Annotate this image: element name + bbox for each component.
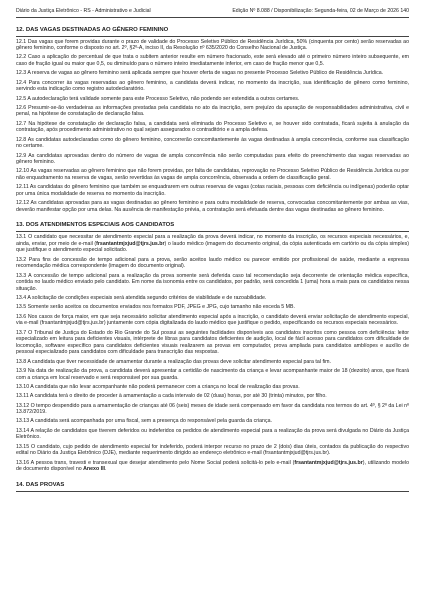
section-12-paragraph: 12.4 Para concorrer às vagas reservadas ao gênero feminino, a candidata deverá indicar, no momento da inscrição, sua identificação de gênero como feminino, servindo esta indicação como registro autodeclaratório. bbox=[16, 79, 409, 93]
section-12-paragraph: 12.8 As candidatas autodeclaradas como do gênero feminino, concorrerão concomitantemente às vagas destinadas à ampla concorrência, conforme sua classificação no certame. bbox=[16, 136, 409, 150]
paragraph-13-1: 13.1 O candidato que necessitar de atendimento especial para a realização da prova deverá indicar, no momento da inscrição, os recursos especiais necessários, e, ainda, enviar, por meio de e-mail (frsantantmjxjud@tjrs.jus.br) o laudo médico (imagem do documento original, da cópia autenticada em cartório ou da cópia simples) que justifique o atendimento especial solicitado. bbox=[16, 234, 409, 254]
section-13-paragraph: 13.13 A candidata será acompanhada por uma fiscal, sem a presença do responsável pela guarda da criança. bbox=[16, 418, 272, 425]
section-12-title: 12. DAS VAGAS DESTINADAS AO GÊNERO FEMININO bbox=[16, 27, 409, 37]
section-13-paragraph: 13.3 A concessão de tempo adicional para a realização da prova somente será deferida caso tal recomendação seja decorrente de orientação médica específica, contida no laudo médico enviado pelo candidato. Em nome da isonomia entre os candidatos, por padrão, será concedida 1 (uma) hora a mais para os candidatos nessa situação. bbox=[16, 272, 409, 292]
header-edition-info: Edição Nº 8.088 / Disponibilização: Segunda-feira, 02 de Março de 2026 140 bbox=[232, 8, 409, 14]
section-13-paragraph: 13.15 O candidato, cujo pedido de atendimento especial for indeferido, poderá interpor recurso no prazo de 2 (dois) dias úteis, contados da publicação do respectivo edital no Diário da Justiça Eletrônico (DJE), mediante requerimento dirigido ao endereço eletrônico e-mail (frsantantmjxjud@tjrs.jus.br). bbox=[16, 443, 409, 457]
section-12-body bbox=[16, 39, 409, 214]
section-13-paragraph: 13.5 Somente serão aceitos os documentos enviados nos formatos PDF, JPEG e JPG, cujo tamanho não exceda 5 MB. bbox=[16, 304, 295, 311]
page-header bbox=[16, 8, 409, 18]
section-12-paragraph: 12.9 As candidatas aprovadas dentro do número de vagas de ampla concorrência não serão computadas para efeito do preenchimento das vagas reservadas ao gênero feminino. bbox=[16, 152, 409, 166]
email-link[interactable]: frsantantmjxjud@tjrs.jus.br bbox=[96, 240, 165, 247]
section-13-paragraph: 13.10 A candidata que não levar acompanhante não poderá permanecer com a criança no local de realização das provas. bbox=[16, 383, 300, 390]
section-12-paragraph: 12.6 Presumir-se-ão verdadeiras as informações prestadas pela candidata no ato da inscrição, sem prejuízo da apuração de responsabilidades administrativa, civil e penal, na hipótese de constatação de declaração falsa. bbox=[16, 104, 409, 118]
section-13-paragraph: 13.9 Na data de realização da prova, a candidata deverá apresentar a certidão de nascimento da criança e levar acompanhante maior de 18 (dezoito) anos, que ficará com a criança em local reservado e será responsável por sua guarda. bbox=[16, 367, 409, 381]
section-13-paragraph: 13.2 Para fins de concessão de tempo adicional para a prova, serão aceitos laudo médico ou parecer emitido por profissional de saúde, mediante a expressa recomendação médica correspondente (imagem do documento original). bbox=[16, 256, 409, 270]
section-12-paragraph: 12.1 Das vagas que forem providas durante o prazo de validade do Processo Seletivo Público de Residência Jurídica, 50% (cinquenta por cento) serão reservadas ao gênero feminino, conforme o disposto no art. 2º, §2º-A, inciso II, da Resolução nº 635/2020 do Conselho Nacional de Justiça. bbox=[16, 38, 409, 52]
section-12-paragraph: 12.10 As vagas reservadas ao gênero feminino que não forem providas, por falta de candidatas, reprovação no Processo Seletivo Público de Residência Jurídica ou por não enquadramento na reserva de vagas, serão revertidas às vagas de ampla concorrência, observada a ordem de classificação geral. bbox=[16, 168, 409, 181]
section-13-body bbox=[16, 257, 409, 457]
paragraph-13-16: 13.16 A pessoa trans, travesti e transexual que desejar atendimento pelo Nome Social poderá solicitá-lo pelo e-mail (frsantantmjxjud@tjrs.jus.br), utilizando modelo de documento disponível no Anexo III. bbox=[16, 459, 410, 473]
section-12-paragraph: 12.7 Na hipótese de constatação de declaração falsa, a candidata será eliminada do Processo Seletivo e, se houver sido contratada, ficará sujeita à anulação da contratação, após procedimento administrativo no qual sejam assegurados o contraditório e a ampla defesa. bbox=[16, 120, 409, 134]
section-12-paragraph: 12.12 As candidatas aprovadas para as vagas destinadas ao gênero feminino e para outra modalidade de reserva, convocadas concomitantemente por ambas as vias, deverão manifestar opção por uma delas. Na ausência de manifestação prévia, a contratação será efetuada dentre das vagas destinadas ao gênero feminino. bbox=[16, 200, 409, 213]
section-12-paragraph: 12.11 As candidatas do gênero feminino que também se enquadrarem em outras reservas de vagas (cotas raciais, pessoas com deficiência ou indígenas) poderão optar por uma única modalidade de reserva no momento da inscrição. bbox=[16, 184, 409, 197]
section-13-paragraph: 13.14 A relação de candidatos que tiverem deferidos ou indeferidos os pedidos de atendimento especial para a realização da prova será divulgada no Diário da Justiça Eletrônico. bbox=[16, 427, 409, 441]
section-13-paragraph: 13.12 O tempo despendido para a amamentação de crianças até 06 (seis) meses de idade será compensado em favor da candidata nos termos do art. 4º, § 2º da Lei nº 13.872/2019. bbox=[16, 402, 409, 416]
header-journal-title: Diário da Justiça Eletrônico - RS - Administrativo e Judicial bbox=[16, 8, 151, 14]
section-13-paragraph: 13.4 A solicitação de condições especiais será atendida segundo critérios de viabilidade e de razoabilidade. bbox=[16, 295, 267, 302]
section-12-paragraph: 12.2 Caso a aplicação do percentual de que trata o subitem anterior resulte em número fracionado, este será elevado até o primeiro número inteiro subsequente, em caso de fração igual ou maior que 0,5, ou diminuído para o número inteiro imediatamente inferior, em caso de fração menor que 0,5. bbox=[16, 54, 409, 67]
annex-reference: Anexo III bbox=[83, 466, 106, 473]
section-13-title: 13. DOS ATENDIMENTOS ESPECIAIS AOS CANDIDATOS bbox=[16, 222, 409, 232]
section-12-paragraph: 12.3 A reserva de vagas ao gênero feminino será aplicada sempre que houver oferta de vagas no presente Processo Seletivo Público de Residência Jurídica. bbox=[16, 70, 384, 77]
section-13-paragraph: 13.6 Nos casos de força maior, em que seja necessário solicitar atendimento especial após a inscrição, o candidato deverá enviar solicitação de atendimento especial, via e-mail (frsantantmjxjud@tjrs.jus.br) juntamente com cópia digitalizada do laudo médico que justifique o pedido, especificando os recursos especiais necessários. bbox=[16, 313, 409, 327]
section-13-paragraph: 13.11 A candidata terá o direito de proceder à amamentação a cada intervalo de 02 (duas) horas, por até 30 (trinta) minutos, por filho. bbox=[16, 393, 327, 400]
section-13-paragraph: 13.7 O Tribunal de Justiça do Estado do Rio Grande do Sul possui as seguintes facilidades disponíveis aos candidatos inscritos como pessoa com deficiência: leitor especializado em leitura para deficientes visuais, intérprete de libras para candidatos deficientes de audição, local de fácil acesso para candidatos com dificuldade de locomoção, software específico para candidatos deficientes visuais realizarem as provas em computador, prova ampliada para candidatos amblíopes e auxílio de pessoal especializado para candidatos com dificuldade para transcrição das respostas. bbox=[16, 329, 409, 356]
section-13-paragraph: 13.8 A candidata que tiver necessidade de amamentar durante a realização das provas deve solicitar atendimento especial para tal fim. bbox=[16, 358, 331, 365]
section-14-title: 14. DAS PROVAS bbox=[16, 482, 409, 492]
section-12-paragraph: 12.5 A autodeclaração terá validade somente para este Processo Seletivo, não podendo ser estendida a outros certames. bbox=[16, 95, 300, 102]
email-link[interactable]: frsantantmjxjud@tjrs.jus.br bbox=[294, 459, 363, 466]
document-page bbox=[16, 8, 409, 494]
